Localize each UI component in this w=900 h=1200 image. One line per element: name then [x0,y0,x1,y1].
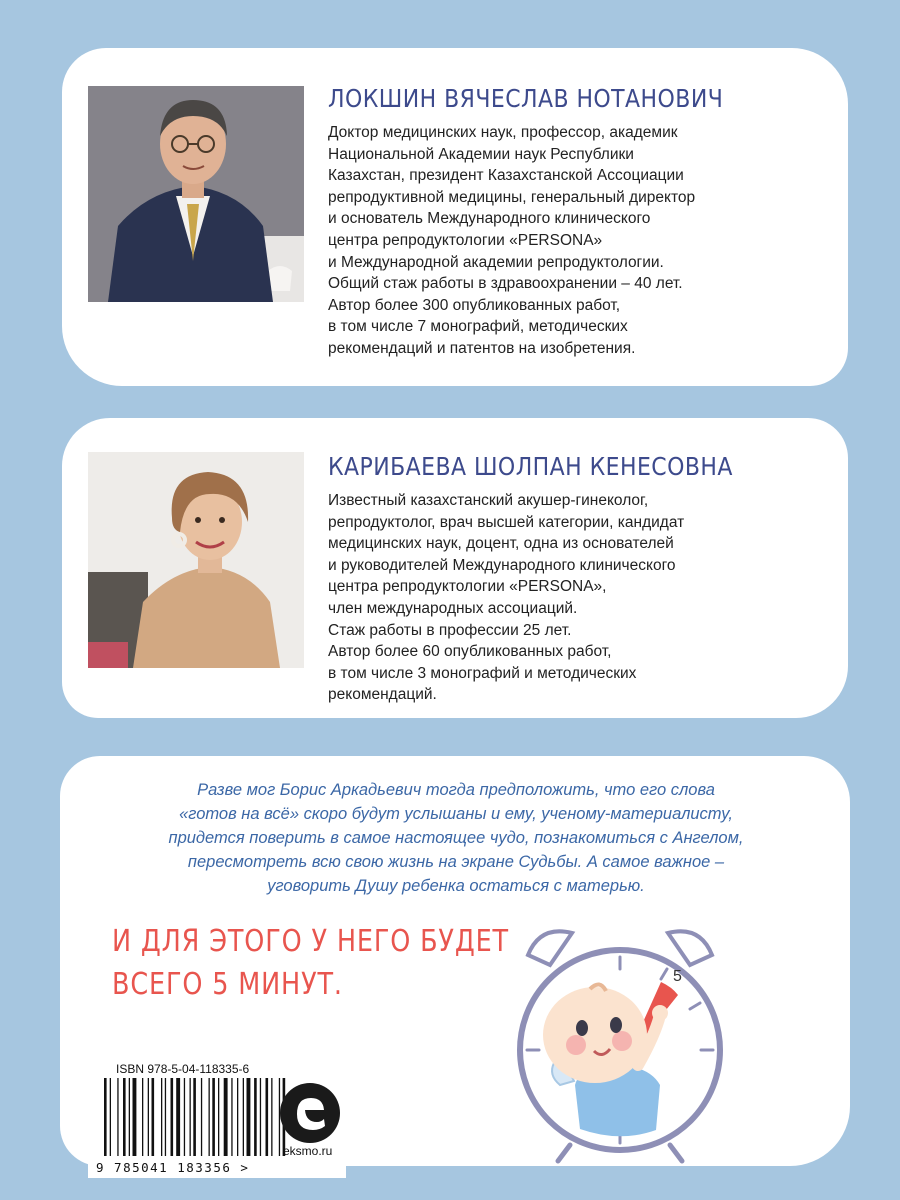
bio-line: Стаж работы в профессии 25 лет. [328,621,572,639]
bio-line: Известный казахстанский акушер-гинеколог, [328,492,649,509]
publisher-site: eksmo.ru [283,1144,333,1158]
author-name-1: ЛОКШИН ВЯЧЕСЛАВ НОТАНОВИЧ [328,84,724,113]
blurb-line: придется поверить в самое настоящее чудо, познакомиться с Ангелом, [168,829,744,847]
isbn-label: ISBN 978-5-04-118335-6 [116,1062,250,1076]
author-photo-2 [88,452,304,668]
barcode-digits: 9 785041 183356 > [96,1160,250,1175]
clock-number: 5 [673,968,682,985]
alarm-clock-baby-illustration [510,915,730,1165]
headline-line: И ДЛЯ ЭТОГО У НЕГО БУДЕТ [112,924,509,959]
bio-line: Автор более 60 опубликованных работ, [328,643,612,661]
bio-line: рекомендаций и патентов на изобретения. [328,339,636,357]
author-bio-1 [328,122,798,360]
headline-line: ВСЕГО 5 МИНУТ. [112,967,343,1002]
blurb-line: пересмотреть всю свою жизнь на экране Судьбы. А самое важное – [187,853,725,871]
bio-line: и руководителей Международного клинического [328,556,676,574]
bio-line: репродуктолог, врач высшей категории, кандидат [328,513,685,531]
bio-line: Общий стаж работы в здравоохранении – 40 лет. [328,275,683,293]
bio-line: Автор более 300 опубликованных работ, [328,296,621,314]
bio-line: центра репродуктологии «PERSONA», [328,578,607,596]
bio-line: Казахстан, президент Казахстанской Ассоциации [328,167,684,185]
bio-line: рекомендаций. [328,686,437,704]
blurb-line: уговорить Душу ребенка остаться с матерью. [267,877,645,895]
bio-line: член международных ассоциаций. [328,599,578,617]
author-bio-2 [328,490,798,706]
book-blurb [86,778,826,898]
bio-line: и Международной академии репродуктологии. [328,253,664,271]
bio-line: и основатель Международного клинического [328,210,651,228]
bio-line: центра репродуктологии «PERSONA» [328,231,603,249]
bio-line: Национальной Академии наук Республики [328,145,634,163]
bio-line: в том числе 7 монографий, методических [328,318,628,336]
author-photo-1 [88,86,304,302]
bio-line: репродуктивной медицины, генеральный директор [328,188,696,206]
headline [112,920,509,1006]
bio-line: Доктор медицинских наук, профессор, академик [328,124,678,141]
author-name-2: КАРИБАЕВА ШОЛПАН КЕНЕСОВНА [328,452,733,481]
blurb-line: «готов на всё» скоро будут услышаны и ему, ученому-материалисту, [179,805,733,823]
publisher-logo-icon [275,1078,345,1148]
blurb-line: Разве мог Борис Аркадьевич тогда предположить, что его слова [197,781,715,799]
bio-line: в том числе 3 монографий и методических [328,664,637,682]
bio-line: медицинских наук, доцент, одна из основателей [328,535,674,553]
